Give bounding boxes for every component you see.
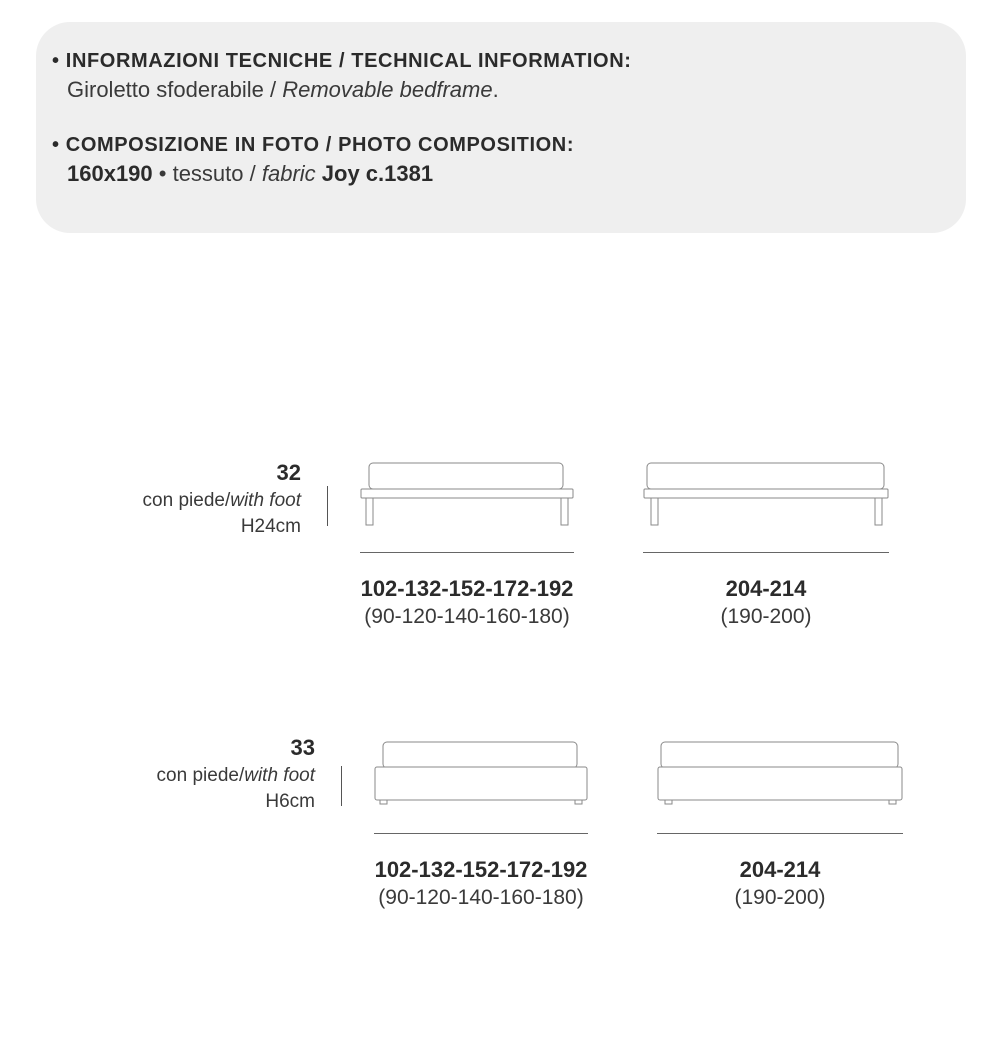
composition-separator: • tessuto / [152,161,262,186]
model-32-description [143,488,301,540]
model-32-desc-english: with foot [230,490,301,511]
bullet: • [52,50,60,72]
technical-info-heading [52,50,632,73]
technical-info-title: INFORMAZIONI TECNICHE / TECHNICAL INFORMATION: [65,50,632,72]
model-33-widths-king: 204-214 [739,857,821,882]
model-33-widths-single: 102-132-152-172-192 [374,857,588,882]
model-32-widths-king: 204-214 [725,576,807,601]
model-33-desc-english: with foot [244,765,315,786]
model-32-desc-italian: con piede/ [142,490,231,511]
width-dimension-line [374,833,588,834]
width-dimension-line [657,833,903,834]
composition-fabric-label: fabric [261,161,316,186]
composition-size: 160x190 [67,161,153,186]
bed-drawing-32-single [360,462,574,528]
model-33-code: 33 [290,735,315,760]
model-32-mattress-king: (190-200) [720,605,812,628]
model-33-height: H6cm [265,791,315,812]
height-marker [341,766,342,806]
width-dimension-line [360,552,574,553]
bullet: • [52,134,60,156]
model-33-desc-italian: con piede/ [156,765,245,786]
model-32-mattress-single: (90-120-140-160-180) [364,605,570,628]
model-32-height: H24cm [240,516,301,537]
detail-italian: Giroletto sfoderabile / [67,77,283,102]
bed-drawing-33-single [374,741,588,807]
detail-english: Removable bedframe [282,77,493,102]
technical-info-detail [67,77,499,103]
bed-drawing-33-king [657,741,903,807]
model-32-code: 32 [276,460,301,485]
composition-detail [67,161,433,187]
height-marker [327,486,328,526]
model-33-description [157,763,315,815]
bed-drawing-32-king [643,462,889,528]
model-32-widths-single: 102-132-152-172-192 [360,576,574,601]
detail-end: . [492,77,499,102]
width-dimension-line [643,552,889,553]
model-33-mattress-king: (190-200) [734,886,826,909]
composition-title: COMPOSIZIONE IN FOTO / PHOTO COMPOSITION: [65,134,575,156]
composition-fabric-code: Joy c.1381 [321,161,434,186]
composition-heading [52,134,574,157]
model-33-mattress-single: (90-120-140-160-180) [378,886,584,909]
